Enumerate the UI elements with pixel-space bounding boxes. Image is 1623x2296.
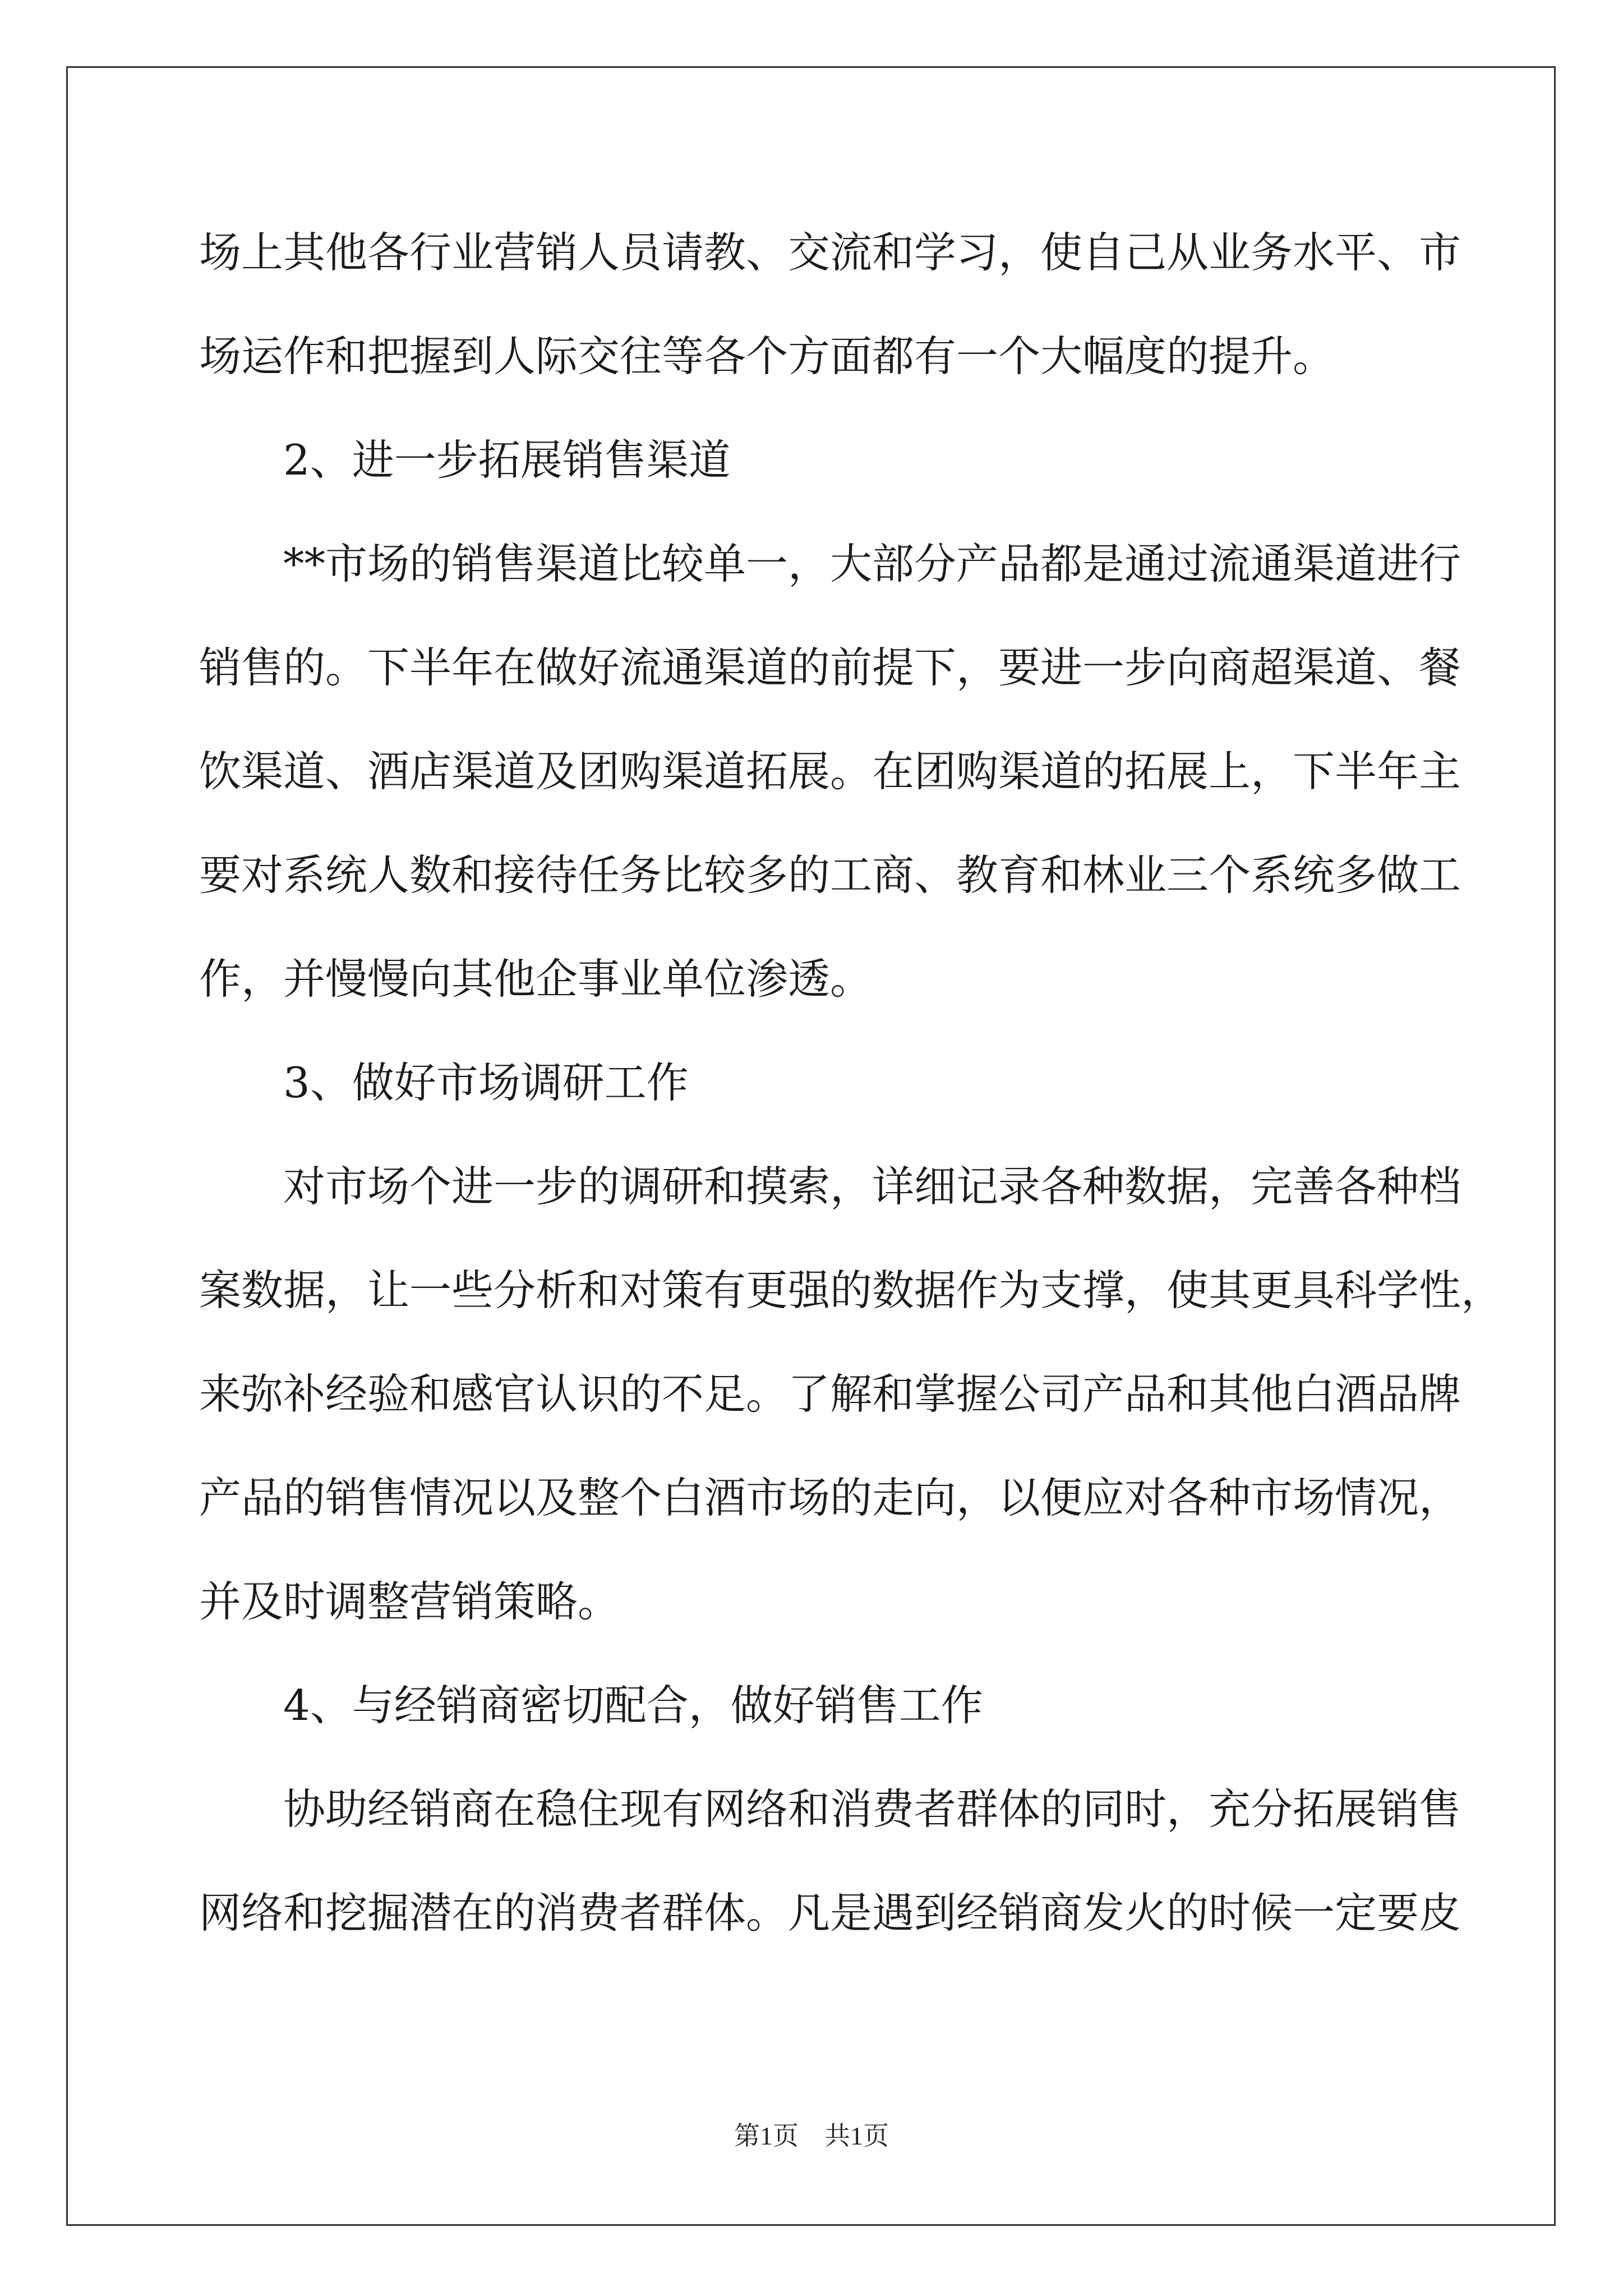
body-line-1: 场上其他各行业营销人员请教、交流和学习，使自己从业务水平、市	[199, 228, 1461, 277]
body-line-9: 案数据，让一些分析和对策有更强的数据作为支撑，使其更具科学性，	[199, 1266, 1504, 1315]
section-heading-2: 2、进一步拓展销售渠道	[283, 435, 731, 485]
section-heading-3: 3、做好市场调研工作	[283, 1058, 689, 1107]
section-heading-4: 4、与经销商密切配合，做好销售工作	[283, 1681, 983, 1730]
body-line-5: 饮渠道、酒店渠道及团购渠道拓展。在团购渠道的拓展上，下半年主	[199, 747, 1461, 796]
body-line-6: 要对系统人数和接待任务比较多的工商、教育和林业三个系统多做工	[199, 850, 1461, 900]
body-line-10: 来弥补经验和感官认识的不足。了解和掌握公司产品和其他白酒品牌	[199, 1369, 1461, 1419]
page-footer: 第1页 共1页	[734, 2122, 889, 2150]
body-line-2: 场运作和把握到人际交往等各个方面都有一个大幅度的提升。	[199, 332, 1335, 381]
body-line-7: 作，并慢慢向其他企事业单位渗透。	[199, 954, 873, 1004]
body-line-4: 销售的。下半年在做好流通渠道的前提下，要进一步向商超渠道、餐	[199, 643, 1461, 692]
body-line-13: 协助经销商在稳住现有网络和消费者群体的同时，充分拓展销售	[283, 1784, 1461, 1834]
body-line-11: 产品的销售情况以及整个白酒市场的走向，以便应对各种市场情况，	[199, 1473, 1461, 1522]
body-line-8: 对市场个进一步的调研和摸索，详细记录各种数据，完善各种档	[283, 1162, 1461, 1211]
body-line-14: 网络和挖掘潜在的消费者群体。凡是遇到经销商发火的时候一定要皮	[199, 1888, 1461, 1938]
body-line-3: **市场的销售渠道比较单一，大部分产品都是通过流通渠道进行	[283, 539, 1461, 588]
body-line-12: 并及时调整营销策略。	[199, 1577, 620, 1626]
